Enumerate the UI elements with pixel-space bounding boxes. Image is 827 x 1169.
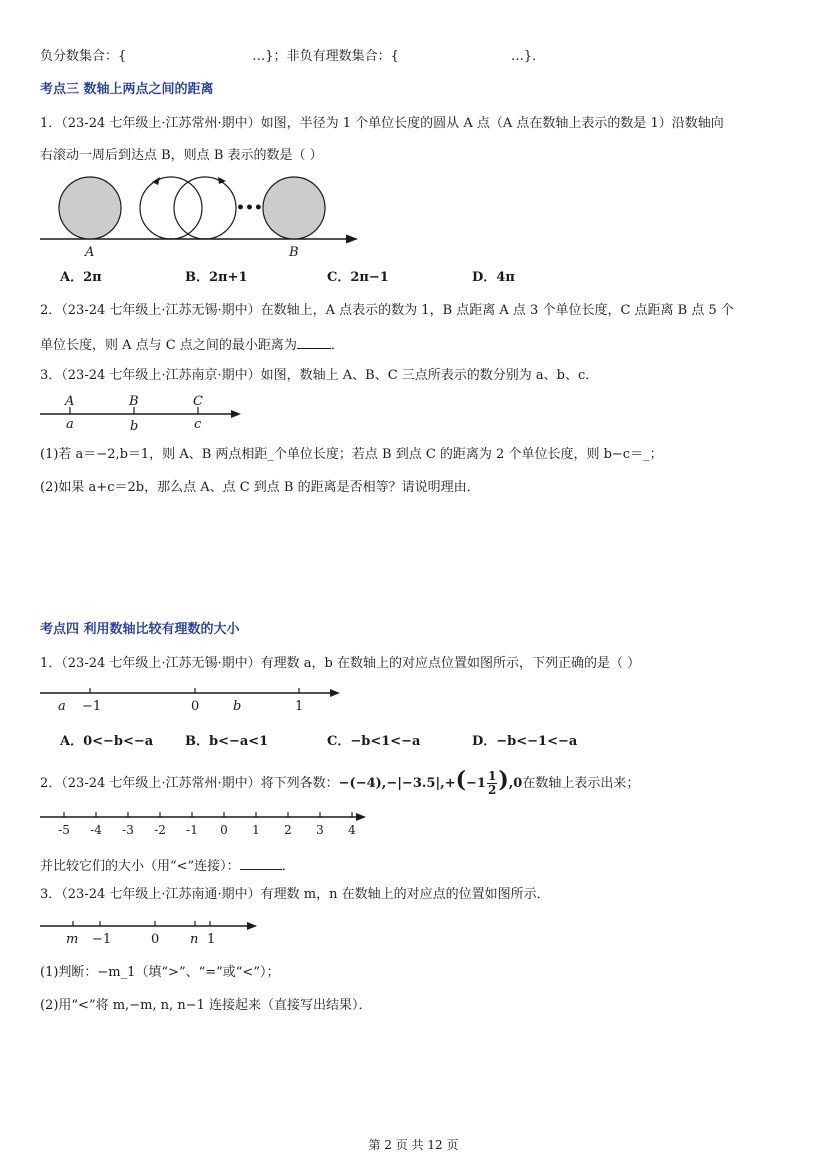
section4-title: 考点四 利用数轴比较有理数的大小 <box>40 622 240 637</box>
integer-number-line <box>38 810 368 844</box>
s4-q2-line1-end: 在数轴上表示出来； <box>522 776 640 791</box>
mixed-number-whole: −1 <box>466 776 486 791</box>
figure-label-a: A <box>85 245 95 260</box>
circle-at-a <box>59 177 121 239</box>
s4-q3-line1: 3．（23-24 七年级上·江苏南通·期中）有理数 m，n 在数轴上的对应点的位置如图所示． <box>40 887 550 902</box>
label-neg1: −1 <box>82 699 102 714</box>
label-a: a <box>58 699 66 714</box>
int-tick-label: -5 <box>58 823 70 837</box>
section3-title: 考点三 数轴上两点之间的距离 <box>40 82 214 97</box>
abc-axis-arrow <box>231 410 241 418</box>
label-neg1-mn: −1 <box>92 932 112 947</box>
ab-axis-arrow <box>330 689 340 697</box>
nonnegative-rational-set-label: 非负有理数集合：{ <box>286 49 399 64</box>
s3-q1-line2: 右滚动一周后到达点 B，则点 B 表示的数是（ ） <box>40 148 323 163</box>
circle-at-b <box>263 177 325 239</box>
nonnegative-rational-set-end: …}． <box>510 49 546 64</box>
s4-q1-option-a: A．0<−b<−a <box>60 734 154 749</box>
answer-blank <box>297 334 331 349</box>
label-0: 0 <box>191 699 200 714</box>
circle-rolling-2 <box>174 177 236 239</box>
s3-q2-line2-text: 单位长度，则 A 点与 C 点之间的最小距离为 <box>40 338 297 353</box>
s3-q3-sub2: (2)如果 a+c＝2b，那么点 A、点 C 到点 B 的距离是否相等？请说明理由． <box>40 480 480 495</box>
figure-dots: ••• <box>236 200 263 216</box>
numbers-list-end: ,0 <box>508 776 523 791</box>
s3-q1-option-c: C．2π−1 <box>327 270 389 285</box>
s4-q1-option-c: C．−b<1<−a <box>327 734 421 749</box>
int-tick-label: -1 <box>186 823 198 837</box>
mn-axis-arrow <box>247 922 257 930</box>
label-lower-c: c <box>194 417 202 432</box>
mn-number-line <box>38 918 268 950</box>
label-upper-a: A <box>65 394 75 409</box>
int-tick-label: 3 <box>316 823 324 837</box>
negative-fraction-set-label: 负分数集合：{ <box>40 49 127 64</box>
s3-q3-sub1: (1)若 a＝−2,b＝1，则 A、B 两点相距_个单位长度；若点 B 到点 C 的距离为 2 个单位长度，则 b−c＝_； <box>40 447 663 462</box>
int-tick-label: 0 <box>220 823 228 837</box>
set-line <box>40 48 545 66</box>
fraction-numerator: 1 <box>487 769 497 783</box>
ab-number-line <box>38 683 348 719</box>
s4-q3-sub1: (1)判断：−m_1（填“>”、“=”或“<”）； <box>40 965 280 980</box>
s4-q2-line1-start: 2．（23-24 七年级上·江苏常州·期中）将下列各数： <box>40 776 339 791</box>
int-tick-label: -3 <box>122 823 134 837</box>
int-tick-label: 2 <box>284 823 292 837</box>
answer-blank-2 <box>240 855 282 870</box>
s3-q1-option-d: D．4π <box>472 270 515 285</box>
s4-q1-option-d: D．−b<−1<−a <box>472 734 578 749</box>
abc-number-line <box>38 392 248 434</box>
s3-q2-line1: 2．（23-24 七年级上·江苏无锡·期中）在数轴上，A 点表示的数为 1，B 点距离 A 点 3 个单位长度，C 点距离 B 点 5 个 <box>40 303 734 318</box>
label-1-mn: 1 <box>207 932 216 947</box>
rotation-arrow-2 <box>218 177 226 184</box>
negative-fraction-set-end: …}； <box>252 49 287 64</box>
fraction-denominator: 2 <box>487 783 497 797</box>
int-ticks <box>58 812 356 837</box>
label-n: n <box>190 932 199 947</box>
figure-label-b: B <box>289 245 299 260</box>
int-tick-label: 4 <box>348 823 356 837</box>
circle-rolling-1 <box>140 177 202 239</box>
s4-q3-sub2: (2)用“<”将 m,−m, n, n−1 连接起来（直接写出结果）． <box>40 998 372 1013</box>
label-upper-c: C <box>193 394 203 409</box>
s4-q1-option-b: B．b<−a<1 <box>185 734 269 749</box>
s4-q2-line1 <box>40 767 640 797</box>
mixed-number-fraction <box>487 770 497 797</box>
page-footer: 第 2 页 共 12 页 <box>368 1138 459 1152</box>
int-tick-label: 1 <box>252 823 260 837</box>
label-m: m <box>66 932 79 947</box>
numbers-list: −(−4),−|−3.5|,+ <box>338 776 456 791</box>
s3-q1-option-b: B．2π+1 <box>185 270 248 285</box>
figure-axis-arrow <box>346 235 358 244</box>
s3-q1-line1: 1．（23-24 七年级上·江苏常州·期中）如图，半径为 1 个单位长度的圆从 A 点（A 点在数轴上表示的数是 1）沿数轴向 <box>40 116 724 131</box>
int-tick-label: -4 <box>90 823 102 837</box>
s4-q2-line2-text: 并比较它们的大小（用“<”连接）： <box>40 859 240 874</box>
rotation-arrow-1 <box>152 177 160 185</box>
label-upper-b: B <box>129 394 139 409</box>
s4-q2-line2 <box>40 855 295 876</box>
s3-q2-line2-end: ． <box>330 338 344 353</box>
s4-q1-line1: 1．（23-24 七年级上·江苏无锡·期中）有理数 a，b 在数轴上的对应点位置如图所示，下列正确的是（ ） <box>40 656 641 671</box>
s3-q1-option-a: A．2π <box>60 270 102 285</box>
s3-q2-line2 <box>40 334 344 355</box>
label-0-mn: 0 <box>151 932 160 947</box>
rolling-circle-figure <box>38 172 368 262</box>
label-lower-b: b <box>130 419 139 434</box>
label-1: 1 <box>295 699 304 714</box>
paren-close: ) <box>498 767 509 793</box>
paren-open: ( <box>455 767 467 793</box>
s4-q2-line2-end: ． <box>281 859 295 874</box>
int-axis-arrow <box>356 813 366 821</box>
label-b: b <box>233 699 242 714</box>
int-tick-label: -2 <box>154 823 166 837</box>
s3-q3-line1: 3．（23-24 七年级上·江苏南京·期中）如图，数轴上 A、B、C 三点所表示的数分别为 a、b、c． <box>40 368 599 383</box>
label-lower-a: a <box>66 417 74 432</box>
